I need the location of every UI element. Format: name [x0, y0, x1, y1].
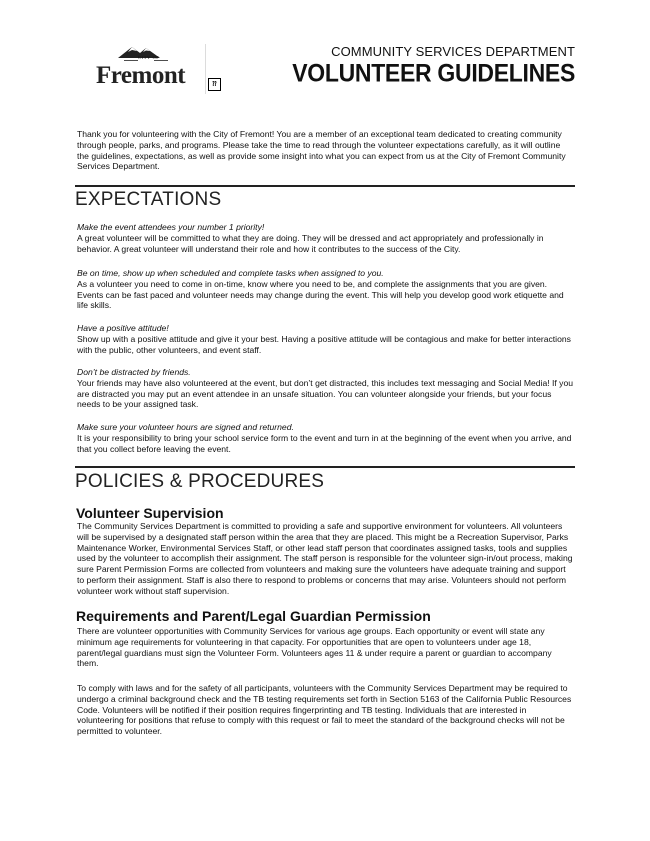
expectation-body: Show up with a positive attitude and give it your best. Having a positive attitude will be contagious and make for better interactions with the public, other volunteers, and event staff. — [77, 333, 571, 355]
expectation-heading: Don’t be distracted by friends. — [77, 367, 191, 377]
section-title-policies: POLICIES & PROCEDURES — [75, 471, 325, 492]
image-placeholder-icon: ⁇ — [208, 78, 221, 91]
city-logo — [88, 44, 206, 90]
supervision-paragraph: The Community Services Department is committed to providing a safe and supportive environment for volunteers. All volunteers will be supervised by a designated staff person within the area that they are placed. This might be a Recreation Supervisor, Parks Maintenance Worker, Environmental Services Staff, or other lead staff person that coordinates assigned tasks, tools and supplies used by the volunteer to accomplish their assignment. The staff person is responsible for the volunteer sign-in/out process, making sure Parent Permission Forms are collected from volunteers and making sure the volunteers have adequate training and support to perform their assignment. Staff is also there to respond to problems or concerns that may arise. Volunteers should not perform volunteer work without staff supervision. — [77, 521, 573, 596]
logo-wordmark: Fremont — [96, 62, 186, 89]
subsection-title-requirements: Requirements and Parent/Legal Guardian Permission — [76, 608, 431, 624]
requirements-paragraph: There are volunteer opportunities with Community Services for various age groups. Each opportunity or event will state any minimum age requirements for volunteering in that capacity. For opportunities that are open to volunteers under age 18, parent/legal guardians must sign the Volunteer Form. Volunteers ages 11 & under require a parent or guardian to accompany them. — [77, 626, 552, 669]
expectation-heading: Be on time, show up when scheduled and complete tasks when assigned to you. — [77, 268, 384, 278]
subsection-title-supervision: Volunteer Supervision — [76, 505, 224, 521]
expectation-item — [77, 222, 574, 254]
section-divider — [75, 185, 575, 187]
expectation-body: It is your responsibility to bring your school service form to the event and turn in at the beginning of the event when you arrive, and that you collect before leaving the event. — [77, 432, 572, 454]
section-title-expectations: EXPECTATIONS — [75, 189, 222, 210]
expectation-body: Your friends may have also volunteered at the event, but don’t get distracted, this includes text messaging and Social Media! If you are distracted you may put an event attendee in an unsafe situation. You can volunteer alongside your friends, but your focus needs to be your assigned task. — [77, 377, 574, 410]
logo-divider — [205, 44, 206, 94]
expectation-heading: Make sure your volunteer hours are signed and returned. — [77, 422, 294, 432]
intro-paragraph: Thank you for volunteering with the City of Fremont! You are a member of an exceptional team dedicated to creating community through people, parks, and programs. Please take the time to read through the volunteer expectations carefully, as it will outline the guidelines, expectations, as well as provide some insight into what you can expect from us at the City of Fremont Community Services Department. — [77, 129, 566, 172]
background-check-paragraph: To comply with laws and for the safety of all participants, volunteers with the Community Services Department may be required to undergo a criminal background check and the TB testing requirements set forth in Section 5163 of the California Public Resources Code. Volunteers will be notified if their position requires fingerprinting and TB testing. Individuals that are interested in volunteering for positions that refuse to comply with this request or fail to meet the standard of the background checks will not be permitted to volunteer. — [77, 683, 572, 737]
expectation-item — [77, 323, 574, 355]
logo-city-of: CITY OF — [138, 55, 160, 60]
expectation-item — [77, 422, 574, 454]
page-title: VOLUNTEER GUIDELINES — [292, 58, 575, 87]
expectation-heading: Make the event attendees your number 1 priority! — [77, 222, 265, 232]
expectation-body: As a volunteer you need to come in on-time, know where you need to be, and complete the assignments that you are given. Events can be fast paced and volunteer needs may change during the event. This will help you develop good work etiquette and life skills. — [77, 278, 564, 311]
section-divider — [75, 466, 575, 468]
expectation-body: A great volunteer will be committed to what they are doing. They will be dressed and act appropriately and professionally in behavior. A great volunteer will understand their role and how it contributes to the success of the City. — [77, 232, 544, 254]
department-name: COMMUNITY SERVICES DEPARTMENT — [331, 44, 575, 59]
expectation-item — [77, 268, 574, 311]
expectation-item — [77, 367, 574, 410]
expectation-heading: Have a positive attitude! — [77, 323, 169, 333]
